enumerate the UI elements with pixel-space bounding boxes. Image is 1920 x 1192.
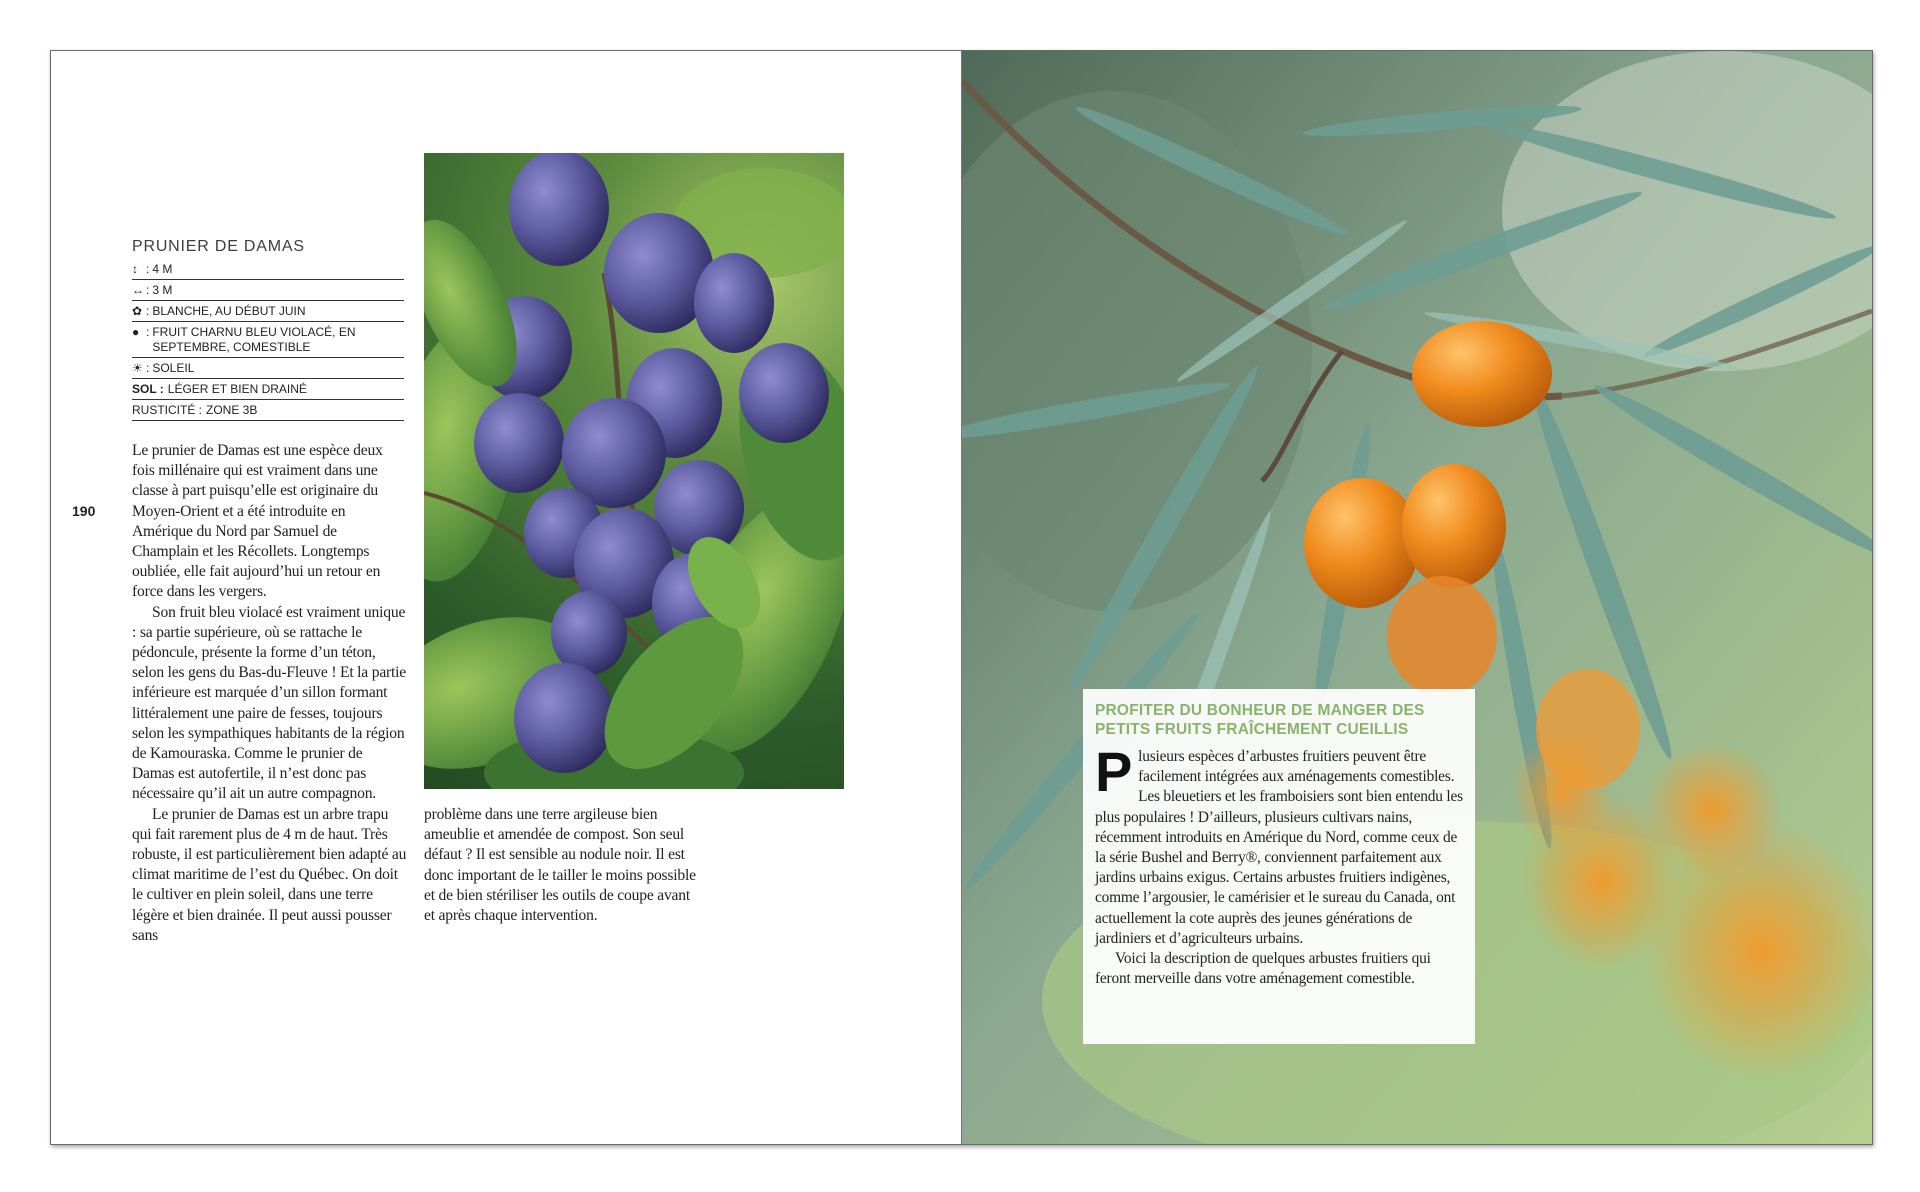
- plant-title: PRUNIER DE DAMAS: [132, 238, 305, 255]
- spec-width-value: 3 M: [152, 283, 173, 297]
- inset-paragraph-text: lusieurs espèces d’arbustes fruitiers peuvent être facilement intégrées aux aménagements comestibles. Les bleuetiers et les framboisiers sont bien entendu les plus populaires ! D’ailleurs, plusieurs cultivars nains, récemment introduits en Amérique du Nord, comme ceux de la série Bushel and Berry®, conviennent parfaitement aux jardins urbains exigus. Certains arbustes fruitiers indigènes, comme l’argousier, le camérisier et le sureau du Canada, ont actuellement la cote auprès des jeunes générations de jardiniers et d’agriculteurs urbains.: [1095, 748, 1463, 947]
- spec-fruit-value: FRUIT CHARNU BLEU VIOLACÉ, EN SEPTEMBRE, COMESTIBLE: [152, 325, 356, 354]
- body-column-1: [132, 441, 407, 946]
- spec-soil-label: SOL :: [132, 382, 164, 396]
- plum-illustration: [424, 153, 844, 789]
- inset-paragraph: Voici la description de quelques arbustes fruitiers qui feront merveille dans votre aménagement comestible.: [1095, 950, 1431, 988]
- spec-height-value: 4 M: [152, 262, 173, 276]
- book-spread: [50, 50, 1873, 1145]
- body-paragraph: Le prunier de Damas est une espèce deux fois millénaire qui est vraiment dans une classe à part puisqu’elle est originaire du Moyen-Orient et a été introduite en Amérique du Nord par Samuel de Champlain et les Récollets. Longtemps oubliée, elle fait aujourd’hui un retour en force dans les vergers.: [132, 442, 383, 601]
- body-column-2: [424, 805, 704, 926]
- fruit-icon: ●: [132, 325, 140, 339]
- spec-fruit: ● : FRUIT CHARNU BLEU VIOLACÉ, EN SEPTEMBRE, COMESTIBLE: [132, 322, 404, 358]
- plant-info-card: [132, 238, 404, 421]
- spec-hardiness-label: RUSTICITÉ :: [132, 403, 203, 417]
- body-paragraph: problème dans une terre argileuse bien ameublie et amendée de compost. Son seul défaut ? Il est sensible au nodule noir. Il est donc important de le tailler le moins possible et de bien stériliser les outils de coupe avant et après chaque intervention.: [424, 806, 696, 925]
- inset-text-box: [1083, 689, 1475, 1044]
- inset-heading: PROFITER DU BONHEUR DE MANGER DES PETITS FRUITS FRAÎCHEMENT CUEILLIS: [1095, 702, 1425, 738]
- inset-body: [1095, 740, 1463, 989]
- sun-icon: ☀: [132, 361, 143, 375]
- spec-soil-value: LÉGER ET BIEN DRAINÉ: [167, 382, 307, 396]
- body-paragraph: Son fruit bleu violacé est vraiment unique : sa partie supérieure, où se rattache le pédoncule, présente la forme d’un téton, selon les gens du Bas-du-Fleuve ! Et la partie inférieure est marquée d’un sillon formant littéralement une paire de fesses, toujours selon les sympathiques habitants de la région de Kamouraska. Comme le prunier de Damas est autofertile, il n’est donc pas nécessaire qu’il ait un autre compagnon.: [132, 603, 407, 803]
- inset-paragraph: [1095, 740, 1463, 949]
- left-page: [51, 51, 961, 1144]
- spec-hardiness-value: ZONE 3B: [206, 403, 258, 417]
- spec-hardiness: [132, 400, 404, 421]
- spec-exposure: ☀ : SOLEIL: [132, 358, 404, 379]
- spec-flower: ✿ : BLANCHE, AU DÉBUT JUIN: [132, 301, 404, 322]
- vertical-arrows-icon: ↕: [132, 262, 138, 276]
- spec-height: ↕ : 4 M: [132, 259, 404, 280]
- body-paragraph: Le prunier de Damas est un arbre trapu qui fait rarement plus de 4 m de haut. Très robuste, il est particulièrement bien adapté au climat maritime de l’est du Québec. On doit le cultiver en plein soleil, dans une terre légère et bien drainée. Il peut aussi pousser sans: [132, 805, 407, 944]
- plum-photo: [424, 153, 844, 789]
- spec-flower-value: BLANCHE, AU DÉBUT JUIN: [152, 304, 306, 318]
- flower-icon: ✿: [132, 304, 143, 318]
- spec-exposure-value: SOLEIL: [152, 361, 195, 375]
- drop-cap: P: [1095, 740, 1133, 803]
- page-number: 190: [72, 503, 96, 519]
- horizontal-arrows-icon: ↔: [132, 283, 144, 297]
- spec-width: ↔ : 3 M: [132, 280, 404, 301]
- spec-soil: [132, 379, 404, 400]
- right-page: [962, 51, 1872, 1144]
